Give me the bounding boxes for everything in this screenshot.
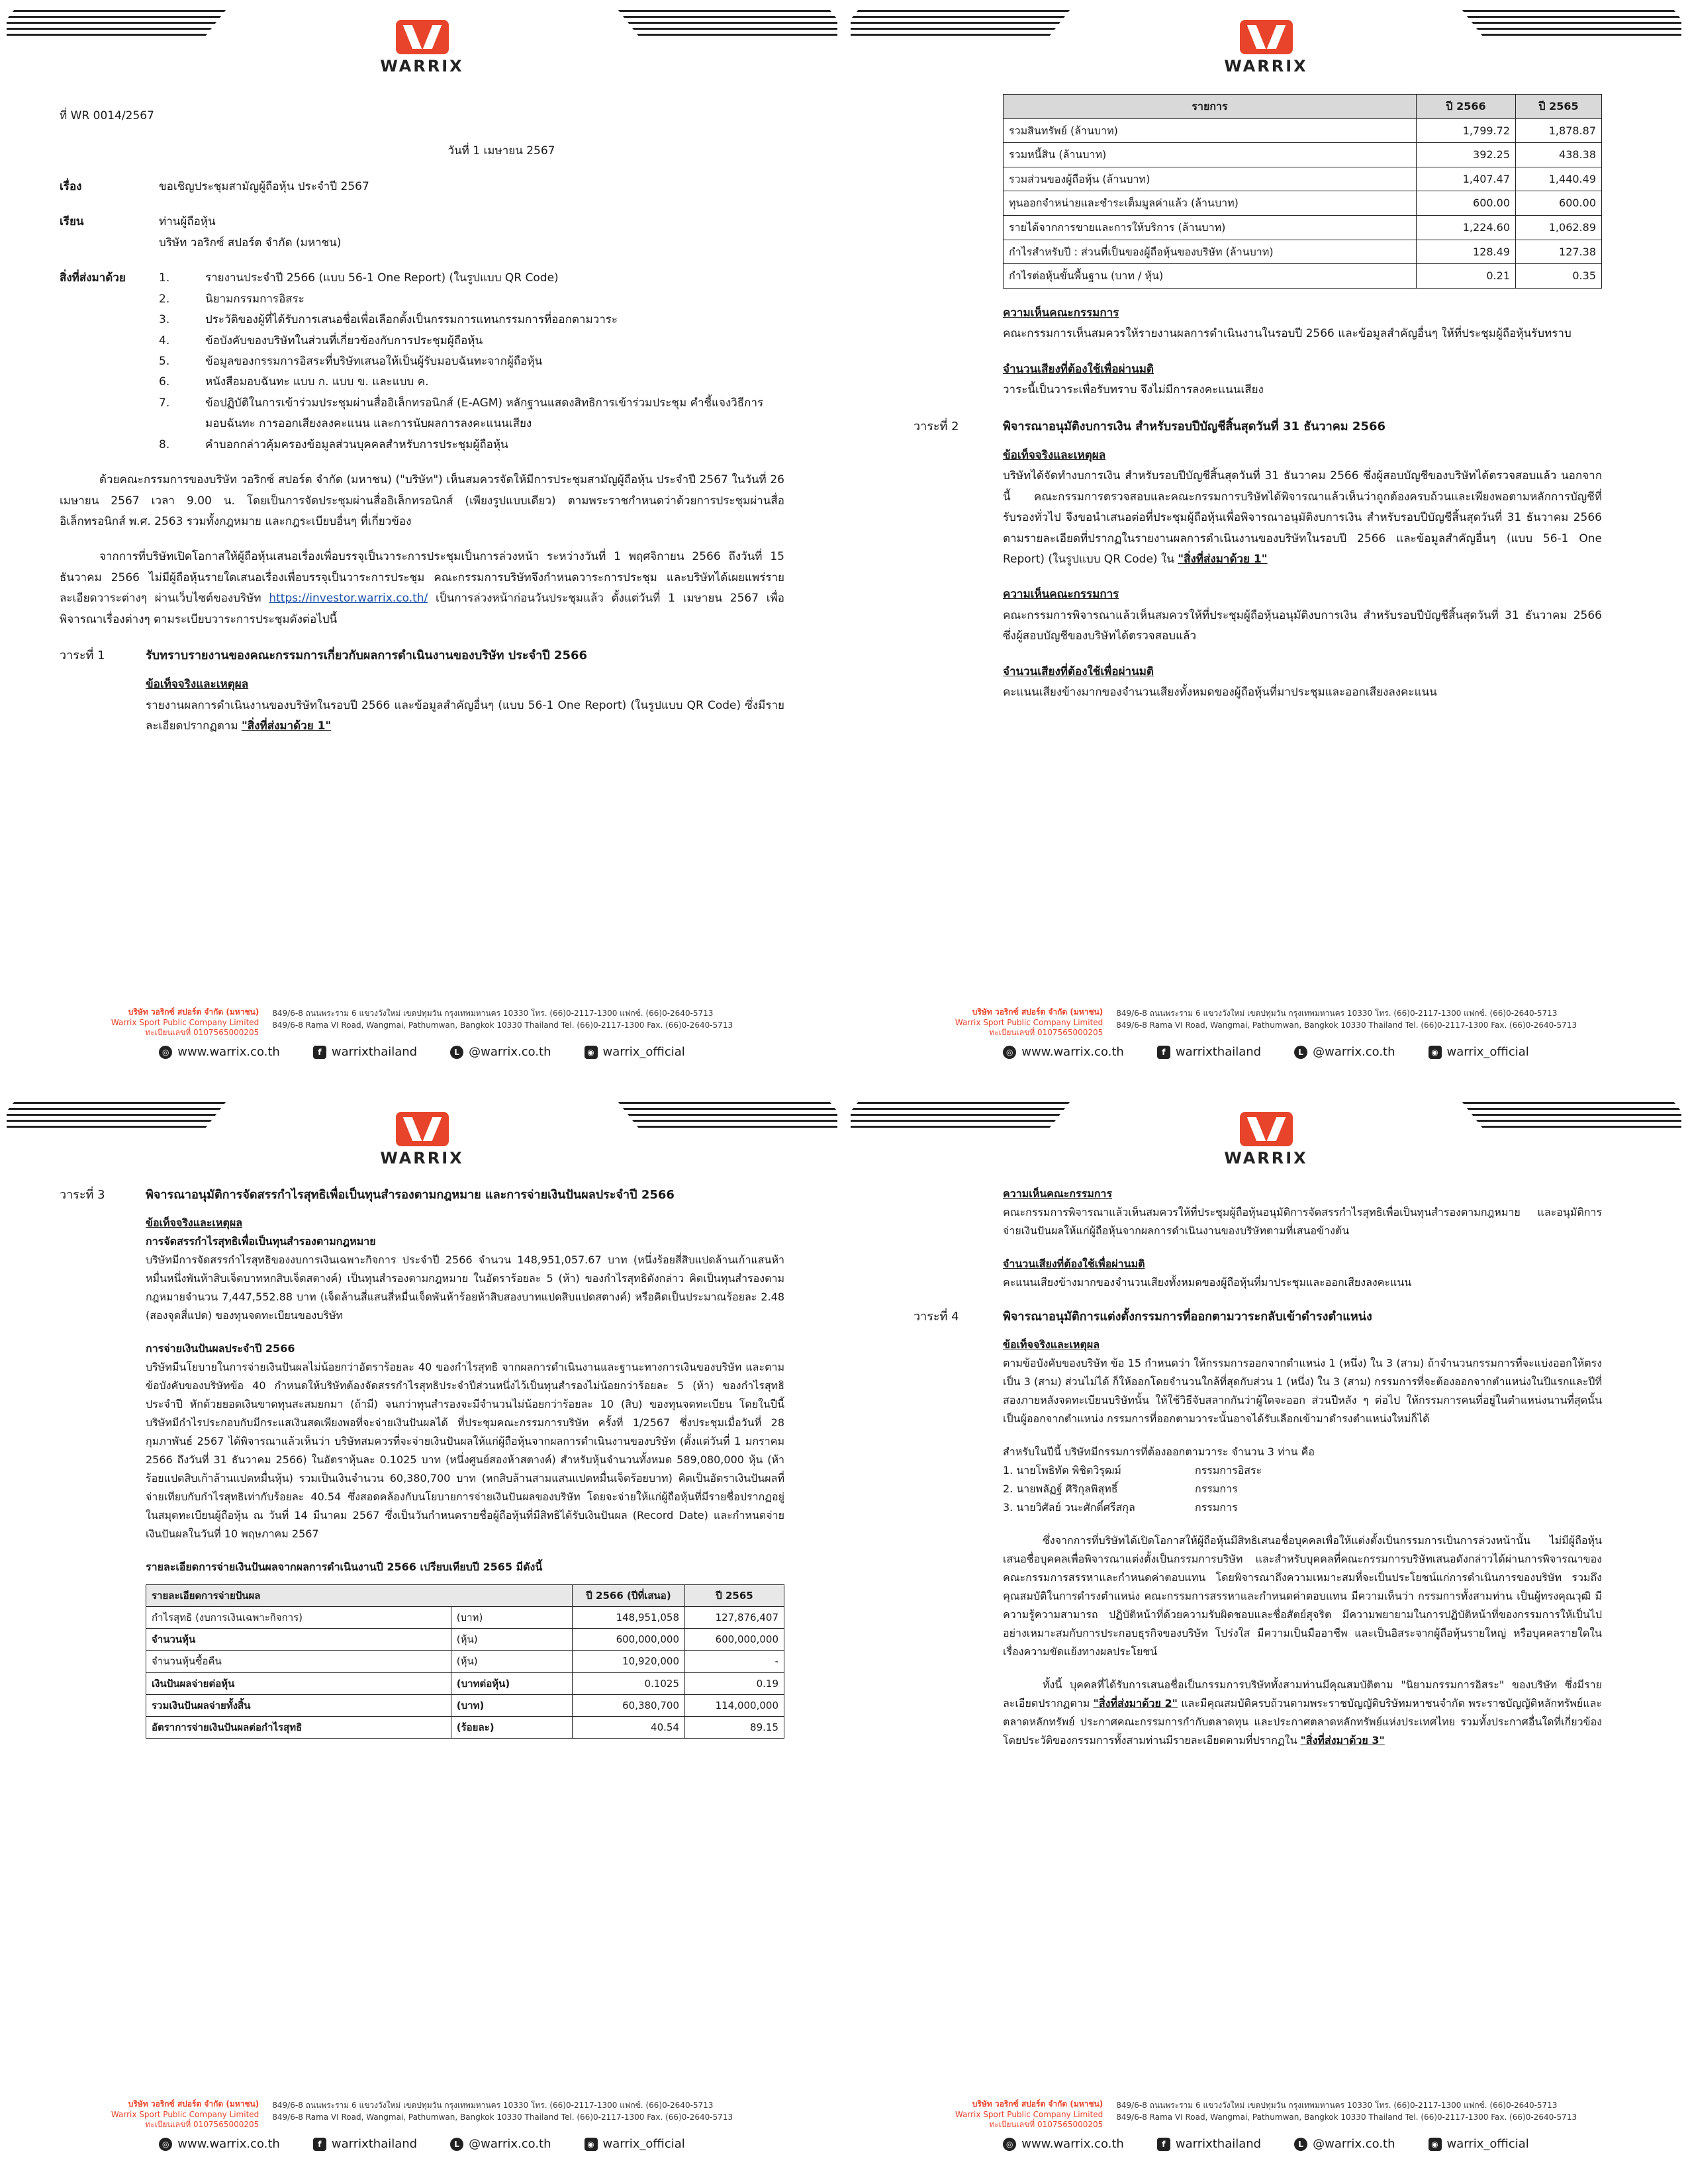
facebook-icon: f — [313, 1046, 326, 1059]
table-row: รวมหนี้สิน (ล้านบาท) 392.25 438.38 — [1004, 143, 1602, 167]
financial-summary-table — [1003, 94, 1602, 289]
votes-heading: จำนวนเสียงที่ต้องใช้เพื่อผ่านมติ — [1003, 1257, 1145, 1270]
table-row: รวมสินทรัพย์ (ล้านบาท) 1,799.72 1,878.87 — [1004, 118, 1602, 143]
warrix-logo-icon — [1240, 20, 1293, 54]
nomination-paragraph: ซึ่งจากการที่บริษัทได้เปิดโอกาสให้ผู้ถือหุ้นมีสิทธิเสนอชื่อบุคคลเพื่อให้แต่งตั้งเป็นกรรมการเป็นการล่วงหน้านั้น ไม่มีผู้ถือหุ้นเสนอชื่อบุคคลเพื่อพิจารณาแต่งตั้งเป็นกรรมการบริษัท และสำหรับบุคคลที่คณะกรรมการบริษัทเสนอดังกล่าวได้ผ่านการพิจารณาของคณะกรรมการสรรหาและกำหนดค่าตอบแทน โดยพิจารณาถึงความเหมาะสมที่จะเป็นประโยชน์แก่การดำเนินการของบริษัท รวมถึงคุณสมบัติในการดำรงตำแหน่ง คณะกรรมการสรรหาและกำหนดค่าตอบแทน มีความเห็นว่า กรรมการทั้งสามท่าน เป็นผู้ทรงคุณวุฒิ มีความรู้ความสามารถ ปฏิบัติหน้าที่ด้วยความรับผิดชอบและซื่อสัตย์สุจริต มีความพยายามในการปฏิบัติหน้าที่ของกรรมการให้เป็นไปอย่างเหมาะสมกับการประกอบธุรกิจของบริษัท โปร่งใส มีความเป็นมืออาชีพ และเป็นอิสระจากผู้ถือหุ้นรายใหญ่ หรือบุคคลรายใดในเรื่องความขัดแย้งทางผลประโยชน์ — [1003, 1533, 1602, 1658]
table-row: เงินปันผลจ่ายต่อหุ้น (บาทต่อหุ้น) 0.1025 0.19 — [146, 1672, 784, 1694]
opinion-heading: ความเห็นคณะกรรมการ — [1003, 588, 1119, 602]
dividend-heading: การจ่ายเงินปันผลประจำปี 2566 — [146, 1342, 295, 1355]
agenda-1-opinion: คณะกรรมการเห็นสมควรให้รายงานผลการดำเนินงานในรอบปี 2566 และข้อมูลสำคัญอื่นๆ ให้ที่ประชุมผู้ถือหุ้นรับทราบ — [1003, 327, 1571, 341]
facts-heading: ข้อเท็จจริงและเหตุผล — [146, 678, 249, 692]
list-item: 2. นายพลัฏฐ์ ศิริกุลพิสุทธิ์ กรรมการ — [1003, 1482, 1238, 1495]
table-row: กำไรสุทธิ (งบการเงินเฉพาะกิจการ) (บาท) 148,951,058 127,876,407 — [146, 1606, 784, 1628]
agenda-4-label: วาระที่ 4 — [914, 1310, 959, 1324]
line-link[interactable]: L @warrix.co.th — [450, 1045, 551, 1059]
agenda-2-opinion: คณะกรรมการพิจารณาแล้วเห็นสมควรให้ที่ประชุมผู้ถือหุ้นอนุมัติงบการเงิน สำหรับรอบปีบัญชีสิ้นสุดวันที่ 31 ธันวาคม 2566 ซึ่งผู้สอบบัญชีของบริษัทได้ตรวจสอบแล้ว — [1003, 608, 1602, 643]
line-icon: L — [1294, 2138, 1307, 2151]
globe-icon: ◎ — [159, 2138, 172, 2151]
warrix-logo — [1217, 1112, 1316, 1167]
document-ref: ที่ WR 0014/2567 — [60, 109, 154, 122]
agenda-2-title: พิจารณาอนุมัติงบการเงิน สำหรับรอบปีบัญชีสิ้นสุดวันที่ 31 ธันวาคม 2566 — [1003, 419, 1386, 433]
table-header: รายการ — [1004, 95, 1417, 119]
facebook-link[interactable]: f warrixthailand — [1157, 2137, 1261, 2151]
page-footer: บริษัท วอริกซ์ สปอร์ต จำกัด (มหาชน) Warrix Sport Public Company Limited ทะเบียนเลขที่ 0107565000205 849/6-8 ถนนพระราม 6 แขวงวังใหม่ เขตปทุมวัน กรุงเทพมหานคร 10330 โทร. (66)0-2117-1300 แฟกซ์. (66)0-2640-5713 849/6-8 Rama VI Road, Wangmai, Pathumwan, Bangkok 10330 Thailand Tel. (66)0-2117-1300 Fax. (66)0-2640-5713 ◎ www.warrix.co.th f warrixthailand L @warrix.co.th ◉ warrix_official — [955, 1007, 1577, 1059]
subject-row — [60, 177, 784, 197]
decorative-stripes — [851, 1099, 1072, 1158]
attachment-item: 5. ข้อมูลของกรรมการอิสระที่บริษัทเสนอให้เป็นผู้รับมอบฉันทะจากผู้ถือหุ้น — [159, 354, 543, 368]
facebook-icon: f — [313, 2138, 326, 2151]
instagram-icon: ◉ — [585, 2138, 598, 2151]
website-link[interactable]: ◎ www.warrix.co.th — [1003, 2137, 1124, 2151]
facebook-link[interactable]: f warrixthailand — [313, 1045, 417, 1059]
facebook-icon: f — [1157, 2138, 1170, 2151]
to-line-2: บริษัท วอริกซ์ สปอร์ต จำกัด (มหาชน) — [159, 236, 342, 250]
agenda-3-votes: คะแนนเสียงข้างมากของจำนวนเสียงทั้งหมดของผู้ถือหุ้นที่มาประชุมและออกเสียงลงคะแนน — [1003, 1276, 1412, 1289]
warrix-logo — [1217, 20, 1316, 75]
agenda-1-header — [60, 645, 784, 666]
directors-intro: สำหรับในปีนี้ บริษัทมีกรรมการที่ต้องออกตามวาระ จำนวน 3 ท่าน คือ — [1003, 1445, 1315, 1458]
line-link[interactable]: L @warrix.co.th — [1294, 2137, 1395, 2151]
agenda-1-title: รับทราบรายงานของคณะกรรมการเกี่ยวกับผลการดำเนินงานของบริษัท ประจำปี 2566 — [146, 649, 588, 663]
attachment-item: 1. รายงานประจำปี 2566 (แบบ 56-1 One Report) (ในรูปแบบ QR Code) — [159, 271, 559, 285]
dividend-table — [146, 1584, 784, 1739]
agenda-1-votes: วาระนี้เป็นวาระเพื่อรับทราบ จึงไม่มีการลงคะแนนเสียง — [1003, 383, 1264, 397]
dividend-paragraph: บริษัทมีนโยบายในการจ่ายเงินปันผลไม่น้อยกว่าอัตราร้อยละ 40 ของกำไรสุทธิ จากผลการดำเนินงานและฐานะทางการเงินของบริษัท และตามข้อบังคับของบริษัทข้อ 40 กำหนดให้บริษัทต้องจัดสรรกำไรสุทธิประจำปีส่วนหนึ่งไว้เป็นทุนสำรองไม่น้อยกว่าร้อยละ 5 (ห้า) ของกำไรสุทธิประจำปี หักด้วยยอดเงินขาดทุนสะสมยกมา (ถ้ามี) จนกว่าทุนสำรองจะมีจำนวนไม่น้อยกว่าร้อยละ 10 (สิบ) ของทุนจดทะเบียน โดยในปีนี้ บริษัทมีกำไรประกอบกับมีกระแสเงินสดเพียงพอที่จะจ่ายเงินปันผลได้ ที่ประชุมคณะกรรมการบริษัท ครั้งที่ 1/2567 ซึ่งประชุมเมื่อวันที่ 28 กุมภาพันธ์ 2567 ได้พิจารณาแล้วเห็นว่า บริษัทสมควรที่จะจ่ายเงินปันผลให้แก่ผู้ถือหุ้นจากผลการดำเนินงานของบริษัท (ตั้งแต่วันที่ 1 มกราคม 2566 ถึงวันที่ 31 ธันวาคม 2566) ในอัตราหุ้นละ 0.1025 บาท (หนึ่งศูนย์สองห้าสตางค์) สำหรับหุ้นจำนวนทั้งหมด 589,080,000 หุ้น (ห้าร้อยแปดสิบเก้าล้านแปดหมื่นหุ้น) รวมเป็นเงินจำนวน 60,380,700 บาท (หกสิบล้านสามแสนแปดหมื่นเจ็ดร้อยบาท) คิดเป็นอัตราเงินปันผลที่จ่ายเทียบกับกำไรสุทธิเท่ากับร้อยละ 40.54 ซึ่งสอดคล้องกับนโยบายการจ่ายเงินปันผลของบริษัท โดยจะจ่ายให้แก่ผู้ถือหุ้นที่มีรายชื่อปรากฏอยู่ในสมุดทะเบียนผู้ถือหุ้น ณ วันที่ 14 มีนาคม 2567 ซึ่งเป็นวันกำหนดรายชื่อผู้ถือหุ้นที่มีสิทธิได้รับเงินปันผล (Record Date) และกำหนดจ่ายเงินปันผลในวันที่ 10 พฤษภาคม 2567 — [146, 1360, 784, 1540]
letter-page-4 — [851, 1099, 1681, 2177]
warrix-logo-icon — [396, 20, 449, 54]
attachment-ref: "สิ่งที่ส่งมาด้วย 3" — [1300, 1733, 1385, 1747]
legal-reserve-paragraph: บริษัทมีการจัดสรรกำไรสุทธิของงบการเงินเฉพาะกิจการ ประจำปี 2566 จำนวน 148,951,057.67 บาท (หนึ่งร้อยสี่สิบแปดล้านเก้าแสนห้าหมื่นหนึ่งพันห้าสิบเจ็ดบาทหกสิบเจ็ดสตางค์) เป็นทุนสำรองตามกฎหมาย ในอัตราร้อยละ 5 (ห้า) ของกำไรสุทธิดังกล่าว คิดเป็นทุนสำรองตามกฎหมายจำนวน 7,447,552.88 บาท (เจ็ดล้านสี่แสนสี่หมื่นเจ็ดพันห้าร้อยห้าสิบสองบาทแปดสิบแปดสตางค์) หรือคิดเป็นประมาณร้อยละ 2.48 (สองจุดสี่แปด) ของทุนจดทะเบียนของบริษัท — [146, 1253, 784, 1322]
page-footer: บริษัท วอริกซ์ สปอร์ต จำกัด (มหาชน) Warrix Sport Public Company Limited ทะเบียนเลขที่ 0107565000205 849/6-8 ถนนพระราม 6 แขวงวังใหม่ เขตปทุมวัน กรุงเทพมหานคร 10330 โทร. (66)0-2117-1300 แฟกซ์. (66)0-2640-5713 849/6-8 Rama VI Road, Wangmai, Pathumwan, Bangkok 10330 Thailand Tel. (66)0-2117-1300 Fax. (66)0-2640-5713 ◎ www.warrix.co.th f warrixthailand L @warrix.co.th ◉ warrix_official — [955, 2099, 1577, 2151]
attachments-label: สิ่งที่ส่งมาด้วย — [60, 271, 126, 285]
warrix-logo — [373, 20, 472, 75]
dividend-table-title: รายละเอียดการจ่ายเงินปันผลจากผลการดำเนินงานปี 2566 เปรียบเทียบปี 2565 มีดังนี้ — [146, 1560, 543, 1573]
to-label: เรียน — [60, 215, 84, 229]
table-row: รายได้จากการขายและการให้บริการ (ล้านบาท) 1,224.60 1,062.89 — [1004, 215, 1602, 240]
facts-heading: ข้อเท็จจริงและเหตุผล — [1003, 1338, 1100, 1351]
letter-page-1 — [7, 7, 837, 1085]
attachment-item: 4. ข้อบังคับของบริษัทในส่วนที่เกี่ยวข้องกับการประชุมผู้ถือหุ้น — [159, 334, 483, 347]
to-row — [60, 212, 784, 253]
attachment-item: 6. หนังสือมอบฉันทะ แบบ ก. แบบ ข. และแบบ ค. — [159, 375, 429, 389]
facebook-link[interactable]: f warrixthailand — [313, 2137, 417, 2151]
line-icon: L — [450, 1046, 463, 1059]
legal-reserve-heading: การจัดสรรกำไรสุทธิเพื่อเป็นทุนสำรองตามกฎหมาย — [146, 1234, 376, 1248]
subject-text: ขอเชิญประชุมสามัญผู้ถือหุ้น ประจำปี 2567 — [159, 179, 369, 193]
instagram-link[interactable]: ◉ warrix_official — [585, 2137, 685, 2151]
website-link[interactable]: ◎ www.warrix.co.th — [1003, 1045, 1124, 1059]
intro-paragraph: ด้วยคณะกรรมการของบริษัท วอริกซ์ สปอร์ต จำกัด (มหาชน) ("บริษัท") เห็นสมควรจัดให้มีการประชุมสามัญผู้ถือหุ้น ประจำปี 2567 ในวันที่ 26 เมษายน 2567 เวลา 9.00 น. โดยเป็นการจัดประชุมผ่านสื่ออิเล็กทรอนิกส์ (เพียงรูปแบบเดียว) ตามพระราชกำหนดว่าด้วยการประชุมผ่านสื่ออิเล็กทรอนิกส์ พ.ศ. 2563 รวมทั้งกฎหมาย และกฎระเบียบอื่นๆ ที่เกี่ยวข้อง — [60, 473, 784, 528]
agenda-4-header — [914, 1306, 1602, 1328]
to-line-1: ท่านผู้ถือหุ้น — [159, 215, 216, 229]
opinion-heading: ความเห็นคณะกรรมการ — [1003, 1187, 1112, 1200]
table-row: จำนวนหุ้นซื้อคืน (หุ้น) 10,920,000 - — [146, 1651, 784, 1672]
line-link[interactable]: L @warrix.co.th — [1294, 1045, 1395, 1059]
instagram-link[interactable]: ◉ warrix_official — [1429, 2137, 1529, 2151]
agenda-3-opinion: คณะกรรมการพิจารณาแล้วเห็นสมควรให้ที่ประชุมผู้ถือหุ้นอนุมัติการจัดสรรกำไรสุทธิเพื่อเป็นทุนสำรองตามกฎหมาย และอนุมัติการจ่ายเงินปันผลให้แก่ผู้ถือหุ้นจากผลการดำเนินงานของบริษัทตามที่เสนอข้างต้น — [1003, 1206, 1602, 1237]
instagram-icon: ◉ — [1429, 2138, 1442, 2151]
website-link[interactable]: ◎ www.warrix.co.th — [159, 2137, 280, 2151]
globe-icon: ◎ — [159, 1046, 172, 1059]
decorative-stripes — [616, 1099, 837, 1158]
document-date: วันที่ 1 เมษายน 2567 — [447, 144, 555, 158]
decorative-stripes — [851, 7, 1072, 66]
agenda-2-votes: คะแนนเสียงข้างมากของจำนวนเสียงทั้งหมดของผู้ถือหุ้นที่มาประชุมและออกเสียงลงคะแนน — [1003, 686, 1437, 700]
table-header: ปี 2566 — [1417, 95, 1516, 119]
subject-label: เรื่อง — [60, 179, 82, 193]
table-row: กำไรสำหรับปี : ส่วนที่เป็นของผู้ถือหุ้นของบริษัท (ล้านบาท) 128.49 127.38 — [1004, 240, 1602, 264]
facebook-link[interactable]: f warrixthailand — [1157, 1045, 1261, 1059]
agenda-3-label: วาระที่ 3 — [60, 1188, 105, 1202]
agenda-3-title: พิจารณาอนุมัติการจัดสรรกำไรสุทธิเพื่อเป็นทุนสำรองตามกฎหมาย และการจ่ายเงินปันผลประจำปี 2566 — [146, 1188, 675, 1202]
letter-page-2 — [851, 7, 1681, 1085]
warrix-logo-icon — [396, 1112, 449, 1146]
agenda-3-header — [60, 1185, 784, 1206]
decorative-stripes — [7, 1099, 228, 1158]
logo-text: WARRIX — [1224, 1149, 1308, 1167]
agenda-2-label: วาระที่ 2 — [914, 419, 959, 433]
instagram-link[interactable]: ◉ warrix_official — [585, 1045, 685, 1059]
attachment-item: 7. ข้อปฏิบัติในการเข้าร่วมประชุมผ่านสื่ออิเล็กทรอนิกส์ (E-AGM) หลักฐานแสดงสิทธิการเข้าร่วมประชุม คำชี้แจงวิธีการมอบฉันทะ การออกเสียงลงคะแนน และการนับผลการลงคะแนนเสียง — [159, 396, 764, 431]
line-icon: L — [450, 2138, 463, 2151]
attachment-item: 2. นิยามกรรมการอิสระ — [159, 292, 305, 306]
table-row: จำนวนหุ้น (หุ้น) 600,000,000 600,000,000 — [146, 1629, 784, 1651]
logo-text: WARRIX — [380, 57, 464, 75]
instagram-link[interactable]: ◉ warrix_official — [1429, 1045, 1529, 1059]
globe-icon: ◎ — [1003, 1046, 1016, 1059]
website-link[interactable]: ◎ www.warrix.co.th — [159, 1045, 280, 1059]
globe-icon: ◎ — [1003, 2138, 1016, 2151]
attachment-ref: "สิ่งที่ส่งมาด้วย 2" — [1093, 1696, 1178, 1709]
decorative-stripes — [1460, 7, 1681, 66]
agenda-4-title: พิจารณาอนุมัติการแต่งตั้งกรรมการที่ออกตามวาระกลับเข้าดำรงตำแหน่ง — [1003, 1310, 1372, 1324]
line-icon: L — [1294, 1046, 1307, 1059]
letter-page-3 — [7, 1099, 837, 2177]
attachment-item: 8. คำบอกกล่าวคุ้มครองข้อมูลส่วนบุคคลสำหรับการประชุมผู้ถือหุ้น — [159, 437, 508, 451]
facts-heading: ข้อเท็จจริงและเหตุผล — [146, 1216, 243, 1229]
votes-heading: จำนวนเสียงที่ต้องใช้เพื่อผ่านมติ — [1003, 664, 1154, 678]
agenda-4-facts: ตามข้อบังคับของบริษัท ข้อ 15 กำหนดว่า ให้กรรมการออกจากตำแหน่ง 1 (หนึ่ง) ใน 3 (สาม) ถ้าจำนวนกรรมการที่จะแบ่งออกให้ตรงเป็น 3 (สาม) ส่วนไม่ได้ ก็ให้ออกโดยจำนวนใกล้ที่สุดกับส่วน 1 (หนึ่ง) ใน 3 (สาม) กรรมการที่จะต้องออกจากตำแหน่งในปีแรกและปีที่สองภายหลังจดทะเบียนบริษัทนั้น ให้ใช้วิธีจับสลากกันว่าผู้ใดจะออก ส่วนปีหลัง ๆ ต่อไป ให้กรรมการคนที่อยู่ในตำแหน่งนานที่สุดนั้นเป็นผู้ออกจากตำแหน่ง กรรมการที่ออกตามวาระนั้นอาจได้รับเลือกเข้ามาดำรงตำแหน่งใหม่ก็ได้ — [1003, 1356, 1602, 1425]
directors-list — [1003, 1461, 1602, 1517]
agenda-2-header — [914, 416, 1602, 437]
attachment-ref: "สิ่งที่ส่งมาด้วย 1" — [1178, 552, 1268, 566]
table-row: ทุนออกจำหน่ายและชำระเต็มมูลค่าแล้ว (ล้านบาท) 600.00 600.00 — [1004, 191, 1602, 216]
instagram-icon: ◉ — [1429, 1046, 1442, 1059]
agenda-1-label: วาระที่ 1 — [60, 649, 105, 663]
table-header: ปี 2566 (ปีที่เสนอ) — [573, 1584, 685, 1606]
table-row: กำไรต่อหุ้นขั้นพื้นฐาน (บาท / หุ้น) 0.21 0.35 — [1004, 264, 1602, 289]
instagram-icon: ◉ — [585, 1046, 598, 1059]
logo-text: WARRIX — [1224, 57, 1308, 75]
table-row: รวมส่วนของผู้ถือหุ้น (ล้านบาท) 1,407.47 1,440.49 — [1004, 167, 1602, 191]
attachments-list — [159, 268, 784, 455]
page-footer: บริษัท วอริกซ์ สปอร์ต จำกัด (มหาชน) Warrix Sport Public Company Limited ทะเบียนเลขที่ 0107565000205 849/6-8 ถนนพระราม 6 แขวงวังใหม่ เขตปทุมวัน กรุงเทพมหานคร 10330 โทร. (66)0-2117-1300 แฟกซ์. (66)0-2640-5713 849/6-8 Rama VI Road, Wangmai, Pathumwan, Bangkok 10330 Thailand Tel. (66)0-2117-1300 Fax. (66)0-2640-5713 ◎ www.warrix.co.th f warrixthailand L @warrix.co.th ◉ warrix_official — [111, 2099, 733, 2151]
facebook-icon: f — [1157, 1046, 1170, 1059]
votes-heading: จำนวนเสียงที่ต้องใช้เพื่อผ่านมติ — [1003, 362, 1154, 376]
line-link[interactable]: L @warrix.co.th — [450, 2137, 551, 2151]
agenda-1-facts: รายงานผลการดำเนินงานของบริษัทในรอบปี 2566 และข้อมูลสำคัญอื่นๆ (แบบ 56-1 One Report) (ในรูปแบบ QR Code) ซึ่งมีรายละเอียดปรากฏตาม "สิ่งที่ส่งมาด้วย 1" — [146, 698, 784, 733]
attachment-item: 3. ประวัติของผู้ที่ได้รับการเสนอชื่อเพื่อเลือกตั้งเป็นกรรมการแทนกรรมการที่ออกตามวาระ — [159, 313, 618, 327]
table-row: รวมเงินปันผลจ่ายทั้งสิ้น (บาท) 60,380,700 114,000,000 — [146, 1694, 784, 1716]
decorative-stripes — [1460, 1099, 1681, 1158]
investor-link[interactable]: https://investor.warrix.co.th/ — [269, 592, 428, 606]
warrix-logo-icon — [1240, 1112, 1293, 1146]
opinion-heading: ความเห็นคณะกรรมการ — [1003, 306, 1119, 320]
proposal-paragraph: จากการที่บริษัทเปิดโอกาสให้ผู้ถือหุ้นเสนอเรื่องเพื่อบรรจุเป็นวาระการประชุมเป็นการล่วงหน้า ระหว่างวันที่ 1 พฤศจิกายน 2566 ถึงวันที่ 15 ธันวาคม 2566 ไม่มีผู้ถือหุ้นรายใดเสนอเรื่องเพื่อบรรจุเป็นวาระการประชุม คณะกรรมการบริษัทจึงกำหนดวาระการประชุม และบริษัทได้เผยแพร่รายละเอียดวาระต่างๆ ผ่านเว็บไซต์ของบริษัท https://investor.warrix.co.th/ เป็นการล่วงหน้าก่อนวันประชุมแล้ว ตั้งแต่วันที่ 1 เมษายน 2567 เพื่อพิจารณาเรื่องต่างๆ ตามระเบียบวาระการประชุมดังต่อไปนี้ — [60, 550, 785, 626]
facts-heading: ข้อเท็จจริงและเหตุผล — [1003, 448, 1106, 462]
qualification-paragraph: ทั้งนี้ บุคคลที่ได้รับการเสนอชื่อเป็นกรรมการบริษัททั้งสามท่านมีคุณสมบัติตาม "นิยามกรรมการอิสระ" ของบริษัท ซึ่งมีรายละเอียดปรากฏตาม "สิ่งที่ส่งมาด้วย 2" และมีคุณสมบัติครบถ้วนตามพระราชบัญญัติบริษัทมหาชนจำกัด พระราชบัญญัติหลักทรัพย์และตลาดหลักทรัพย์ ประกาศคณะกรรมการกำกับตลาดทุน และประกาศตลาดหลักทรัพย์แห่งประเทศไทย รวมทั้งประกาศอื่นใดที่เกี่ยวข้อง โดยประวัติของกรรมการทั้งสามท่านมีรายละเอียดตามที่ปรากฏใน "สิ่งที่ส่งมาด้วย 3" — [1003, 1678, 1603, 1747]
list-item: 1. นายโพธิทัต พิชิตวิรุฒม์ กรรมการอิสระ — [1003, 1463, 1262, 1477]
agenda-2-facts: บริษัทได้จัดทำงบการเงิน สำหรับรอบปีบัญชีสิ้นสุดวันที่ 31 ธันวาคม 2566 ซึ่งผู้สอบบัญชีของบริษัทได้ตรวจสอบแล้ว นอกจากนี้ คณะกรรมการตรวจสอบและคณะกรรมการบริษัทได้พิจารณาแล้วเห็นว่าถูกต้องครบถ้วนและเพียงพอตามหลักการบัญชีที่รับรองทั่วไป จึงขอนำเสนอต่อที่ประชุมผู้ถือหุ้นเพื่อพิจารณาอนุมัติงบการเงิน สำหรับรอบปีบัญชีสิ้นสุดวันที่ 31 ธันวาคม 2566 ตามรายละเอียดที่ปรากฏในรายงานผลการดำเนินงานของบริษัทในรอบปี 2566 และข้อมูลสำคัญอื่นๆ (แบบ 56-1 One Report) (ในรูปแบบ QR Code) ใน "สิ่งที่ส่งมาด้วย 1" — [1003, 469, 1602, 566]
logo-text: WARRIX — [380, 1149, 464, 1167]
table-header: รายละเอียดการจ่ายปันผล — [146, 1584, 573, 1606]
attachments-row — [60, 268, 784, 455]
table-row: อัตราการจ่ายเงินปันผลต่อกำไรสุทธิ (ร้อยละ) 40.54 89.15 — [146, 1717, 784, 1739]
table-header: ปี 2565 — [1516, 95, 1602, 119]
warrix-logo — [373, 1112, 472, 1167]
decorative-stripes — [616, 7, 837, 66]
page-footer: บริษัท วอริกซ์ สปอร์ต จำกัด (มหาชน) Warrix Sport Public Company Limited ทะเบียนเลขที่ 0107565000205 849/6-8 ถนนพระราม 6 แขวงวังใหม่ เขตปทุมวัน กรุงเทพมหานคร 10330 โทร. (66)0-2117-1300 แฟกซ์. (66)0-2640-5713 849/6-8 Rama VI Road, Wangmai, Pathumwan, Bangkok 10330 Thailand Tel. (66)0-2117-1300 Fax. (66)0-2640-5713 ◎ www.warrix.co.th f warrixthailand L @warrix.co.th ◉ warrix_official — [111, 1007, 733, 1059]
list-item: 3. นายวิศัลย์ วนะศักดิ์ศรีสกุล กรรมการ — [1003, 1500, 1238, 1514]
table-header: ปี 2565 — [685, 1584, 784, 1606]
decorative-stripes — [7, 7, 228, 66]
attachment-ref: "สิ่งที่ส่งมาด้วย 1" — [241, 719, 332, 733]
